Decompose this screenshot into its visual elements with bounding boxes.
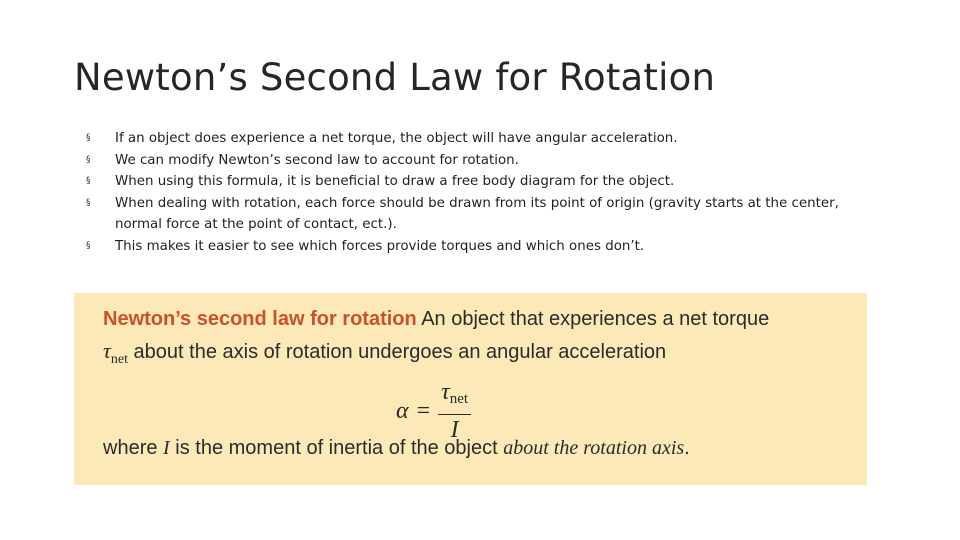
bullet-item xyxy=(86,128,866,150)
bullet-marker-icon: § xyxy=(86,154,91,165)
callout-term: Newton’s second law for rotation xyxy=(103,308,417,330)
bullet-text: This makes it easier to see which forces provide torques and which ones don’t. xyxy=(115,238,645,254)
bullet-marker-icon: § xyxy=(86,133,91,143)
callout-line-1 xyxy=(103,308,769,331)
bullet-marker-icon: § xyxy=(86,176,91,187)
callout-line-3 xyxy=(103,437,690,460)
bullet-item xyxy=(86,171,866,193)
tau-symbol: τ xyxy=(103,338,111,363)
formula xyxy=(396,379,471,444)
definition-callout xyxy=(74,293,867,485)
formula-fraction xyxy=(438,379,471,444)
bullet-text: We can modify Newton’s second law to account for rotation. xyxy=(115,152,519,168)
bullet-item xyxy=(86,193,866,236)
bullet-text: When dealing with rotation, each force should be drawn from its point of origin (gravity starts at the center, normal force at the point of contact, ect.). xyxy=(115,195,839,233)
formula-numerator xyxy=(438,379,471,415)
formula-denominator: I xyxy=(450,417,459,443)
bullet-text: When using this formula, it is beneficial to draw a free body diagram for the object. xyxy=(115,174,675,190)
bullet-marker-icon: § xyxy=(86,197,91,208)
formula-numerator-subscript: net xyxy=(449,391,469,407)
slide-title: Newton’s Second Law for Rotation xyxy=(74,56,716,99)
callout-line-3-end: . xyxy=(684,437,690,459)
callout-line-3-a: where xyxy=(103,437,158,459)
bullet-item xyxy=(86,236,866,258)
callout-line-3-inertia: I xyxy=(163,437,170,459)
callout-line-3-b: is the moment of inertia of the object xyxy=(175,437,498,459)
bullet-list xyxy=(86,128,866,258)
bullet-marker-icon: § xyxy=(86,240,91,251)
callout-line-3-italic: about the rotation axis xyxy=(503,437,685,459)
callout-line-1-text: An object that experiences a net torque xyxy=(421,308,770,330)
tau-subscript: net xyxy=(110,352,128,367)
formula-equals: = xyxy=(416,398,431,424)
callout-line-2-text: about the axis of rotation undergoes an angular acceleration xyxy=(133,341,667,363)
callout-line-2 xyxy=(103,338,666,368)
bullet-text: If an object does experience a net torque, the object will have angular acceleration. xyxy=(115,131,678,146)
formula-numerator-symbol: τ xyxy=(441,379,450,405)
formula-lhs: α xyxy=(396,398,409,424)
bullet-item xyxy=(86,150,866,172)
